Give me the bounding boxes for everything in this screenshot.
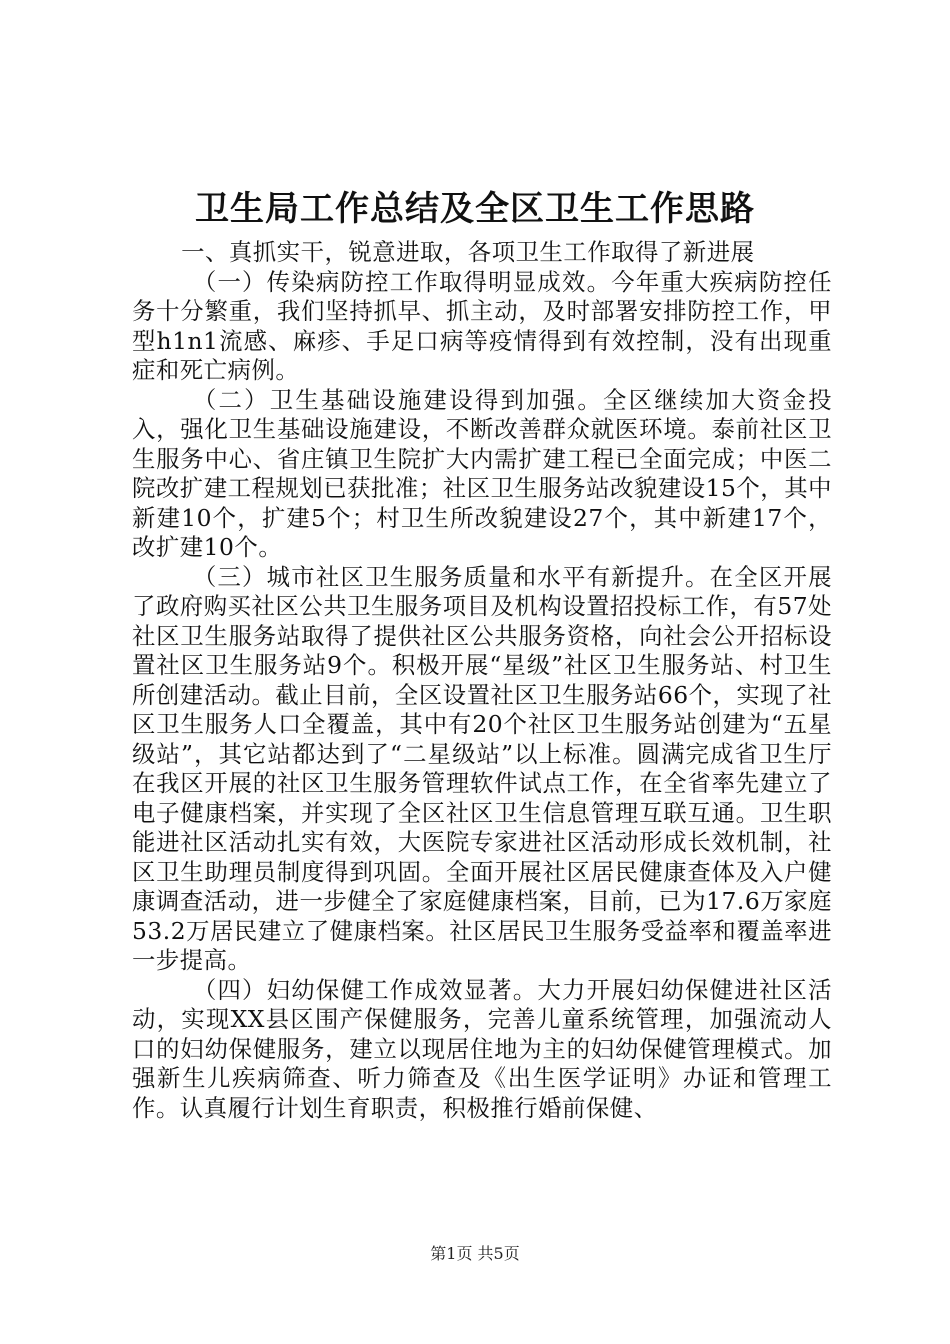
paragraph-community-health: （三）城市社区卫生服务质量和水平有新提升。在全区开展了政府购买社区公共卫生服务项目及机构设置招投标工作，有57处社区卫生服务站取得了提供社区公共服务资格，向社会公开招标设置社区卫生服务站9个。积极开展“星级”社区卫生服务站、村卫生所创建活动。截止目前，全区设置社区卫生服务站66个，实现了社区卫生服务人口全覆盖，其中有20个社区卫生服务站创建为“五星级站”，其它站都达到了“二星级站”以上标准。圆满完成省卫生厅在我区开展的社区卫生服务管理软件试点工作，在全省率先建立了电子健康档案，并实现了全区社区卫生信息管理互联互通。卫生职能进社区活动扎实有效，大医院专家进社区活动形成长效机制，社区卫生助理员制度得到巩固。全面开展社区居民健康查体及入户健康调查活动，进一步健全了家庭健康档案，目前，已为17.6万家庭53.2万居民建立了健康档案。社区居民卫生服务受益率和覆盖率进一步提高。 [132, 562, 832, 974]
section-heading: 一、真抓实干，锐意进取，各项卫生工作取得了新进展 [181, 238, 755, 266]
paragraph-epidemic-control: （一）传染病防控工作取得明显成效。今年重大疾病防控任务十分繁重，我们坚持抓早、抓主动，及时部署安排防控工作，甲型h1n1流感、麻疹、手足口病等疫情得到有效控制，没有出现重症和死亡病例。 [132, 267, 832, 384]
document-title: 卫生局工作总结及全区卫生工作思路 [195, 189, 755, 229]
document-body [132, 238, 832, 1123]
paragraph-infrastructure: （二）卫生基础设施建设得到加强。全区继续加大资金投入，强化卫生基础设施建设，不断改善群众就医环境。泰前社区卫生服务中心、省庄镇卫生院扩大内需扩建工程已全面完成；中医二院改扩建工程规划已获批准；社区卫生服务站改貌建设15个，其中新建10个，扩建5个；村卫生所改貌建设27个，其中新建17个，改扩建10个。 [132, 385, 832, 561]
page-footer: 第1页 共5页 [430, 1244, 520, 1263]
paragraph-maternal-child-health: （四）妇幼保健工作成效显著。大力开展妇幼保健进社区活动，实现XX县区围产保健服务，完善儿童系统管理，加强流动人口的妇幼保健服务，建立以现居住地为主的妇幼保健管理模式。加强新生儿疾病筛查、听力筛查及《出生医学证明》办证和管理工作。认真履行计划生育职责，积极推行婚前保健、 [132, 975, 832, 1122]
